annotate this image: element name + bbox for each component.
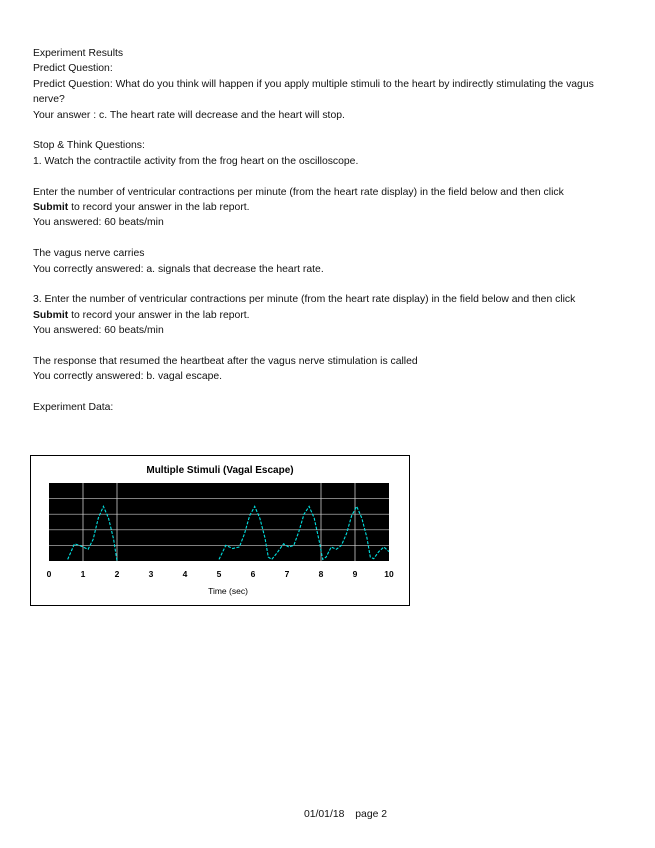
chart-svg	[31, 456, 409, 605]
submit-instruction-1	[33, 200, 623, 215]
submit-word: Submit	[33, 309, 69, 321]
x-tick-label: 1	[80, 569, 86, 579]
page-footer	[0, 809, 655, 820]
stop-think-heading: Stop & Think Questions:	[33, 140, 145, 152]
vagus-question: The vagus nerve carries	[33, 248, 145, 260]
submit-instruction-text: to record your answer in the lab report.	[68, 309, 250, 321]
x-axis-label: Time (sec)	[208, 586, 248, 596]
experiment-data-heading: Experiment Data:	[33, 402, 114, 414]
answer-1: You answered: 60 beats/min	[33, 217, 164, 229]
vagus-answer: You correctly answered: a. signals that decrease the heart rate.	[33, 263, 324, 275]
x-tick-label: 2	[114, 569, 120, 579]
x-tick-label: 3	[148, 569, 154, 579]
escape-question: The response that resumed the heartbeat after the vagus nerve stimulation is called	[33, 356, 418, 368]
escape-answer: You correctly answered: b. vagal escape.	[33, 371, 223, 383]
predict-question: Predict Question: What do you think will happen if you apply multiple stimuli to the heart by indirectly stimulating the vagus nerve?	[33, 78, 594, 106]
report-body	[33, 46, 623, 416]
submit-instruction-text: to record your answer in the lab report.	[68, 202, 250, 214]
question-1: 1. Watch the contractile activity from the frog heart on the oscilloscope.	[33, 155, 359, 167]
x-tick-label: 5	[216, 569, 222, 579]
vagal-escape-chart	[30, 455, 410, 606]
x-tick-label: 9	[352, 569, 358, 579]
predict-heading: Predict Question:	[33, 63, 113, 75]
plot-area	[49, 483, 389, 561]
footer-page: page 2	[355, 809, 388, 820]
answer-3: You answered: 60 beats/min	[33, 325, 164, 337]
x-tick-label: 8	[318, 569, 324, 579]
footer-date: 01/01/18	[303, 809, 345, 820]
x-tick-label: 6	[250, 569, 256, 579]
question-3: 3. Enter the number of ventricular contractions per minute (from the heart rate display) in the field below and then click	[33, 294, 576, 306]
predict-answer: Your answer : c. The heart rate will decrease and the heart will stop.	[33, 109, 345, 121]
submit-word: Submit	[33, 202, 69, 214]
submit-instruction-3	[33, 308, 623, 323]
x-tick-labels	[47, 569, 394, 579]
section-title: Experiment Results	[33, 48, 124, 59]
x-tick-label: 7	[284, 569, 290, 579]
x-tick-label: 10	[384, 569, 394, 579]
chart-title: Multiple Stimuli (Vagal Escape)	[146, 465, 294, 476]
x-tick-label: 4	[182, 569, 188, 579]
x-tick-label: 0	[46, 569, 52, 579]
question-enter-1: Enter the number of ventricular contractions per minute (from the heart rate display) in the field below and then click	[33, 186, 564, 198]
